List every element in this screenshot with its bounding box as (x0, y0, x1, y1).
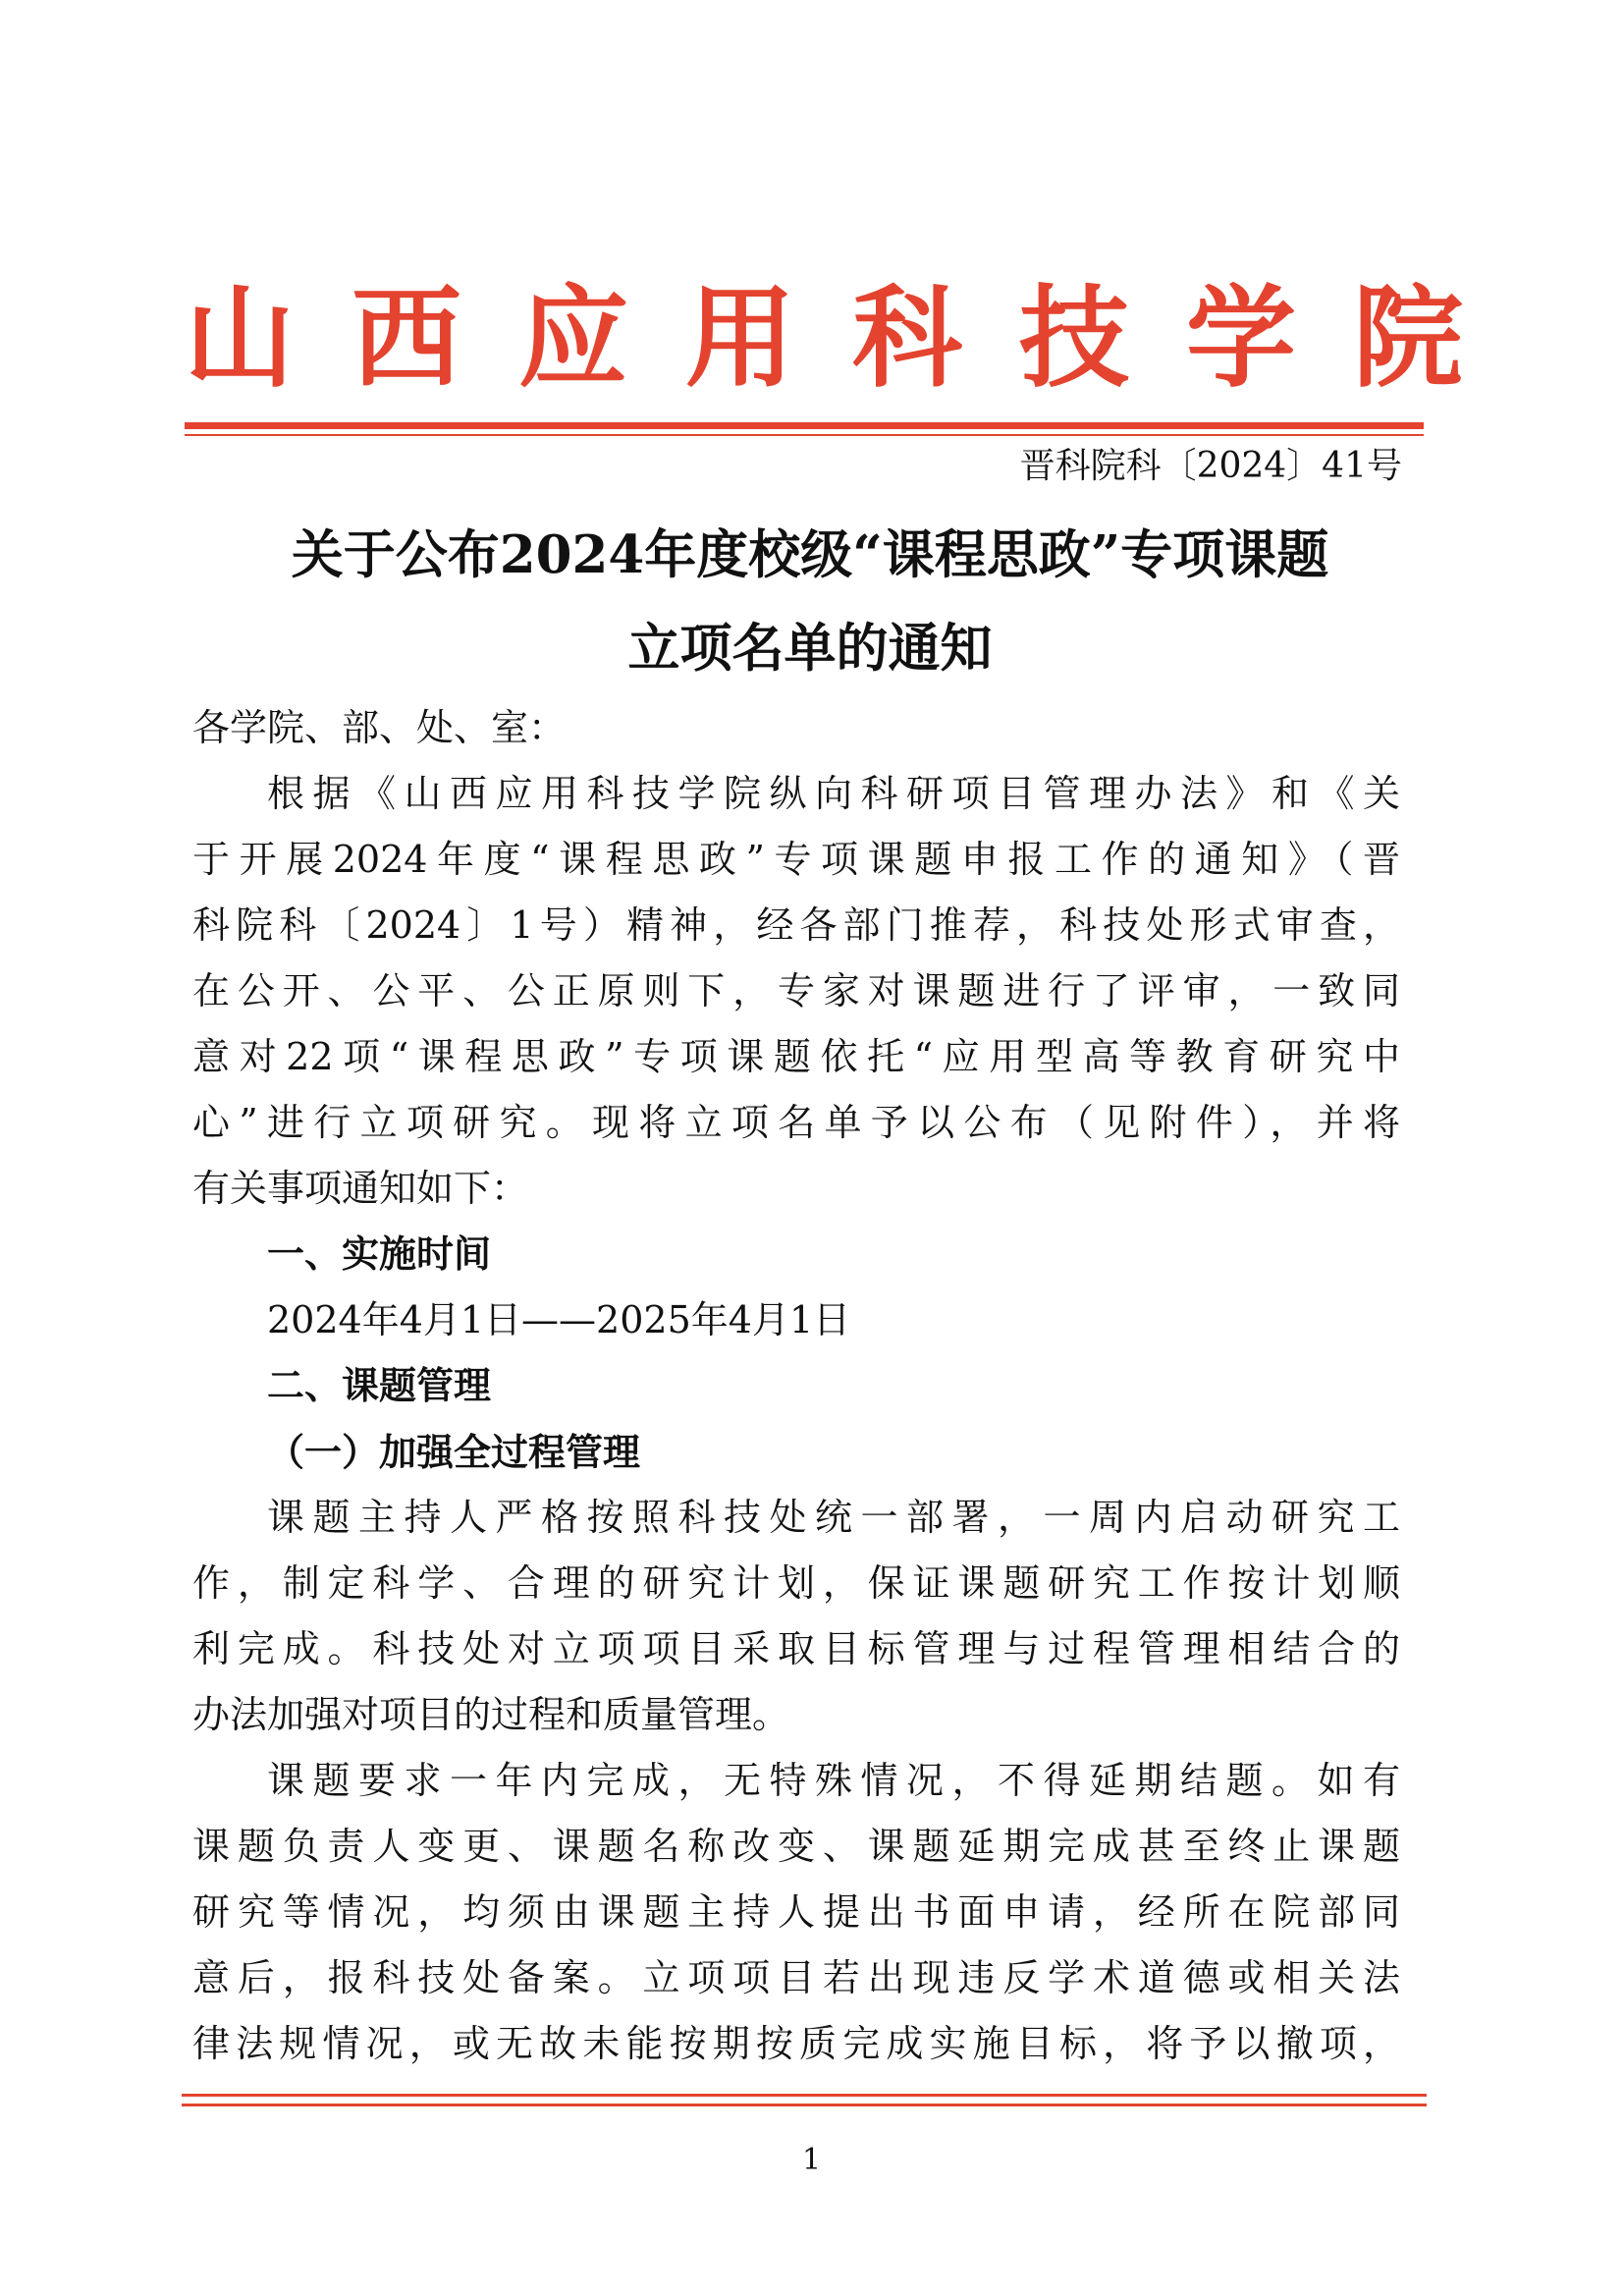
footer-red-rule-lower (182, 2104, 1427, 2106)
institution-masthead: 山西应用科技学院 (185, 274, 1520, 403)
intro-line: 于开展2024年度“课程思政”专项课题申报工作的通知》（晋 (192, 838, 1400, 881)
paragraph-line: 研究等情况，均须由课题主持人提出书面申请，经所在院部同 (192, 1890, 1400, 1934)
section-2-heading: 二、课题管理 (267, 1364, 492, 1407)
paragraph-line: 课题主持人严格按照科技处统一部署，一周内启动研究工 (267, 1496, 1400, 1539)
title-line-1: 关于公布2024年度校级“课程思政”专项课题 (291, 524, 1329, 585)
page-number: 1 (801, 2143, 822, 2177)
intro-line: 根据《山西应用科技学院纵向科研项目管理办法》和《关 (267, 772, 1400, 815)
document-number: 晋科院科〔2024〕41号 (1019, 446, 1402, 486)
intro-line: 科院科〔2024〕1号）精神，经各部门推荐，科技处形式审查， (192, 903, 1400, 947)
paragraph-line: 课题要求一年内完成，无特殊情况，不得延期结题。如有 (267, 1759, 1400, 1802)
paragraph-line: 意后，报科技处备案。立项项目若出现违反学术道德或相关法 (192, 1956, 1400, 1999)
header-red-rule-thick (185, 422, 1424, 429)
subsection-1-heading: （一）加强全过程管理 (267, 1430, 641, 1474)
paragraph-line: 利完成。科技处对立项项目采取目标管理与过程管理相结合的 (192, 1627, 1400, 1670)
paragraph-line: 律法规情况，或无故未能按期按质完成实施目标，将予以撤项， (192, 2022, 1400, 2065)
header-red-rule-thin (185, 434, 1424, 436)
intro-line: 在公开、公平、公正原则下，专家对课题进行了评审，一致同 (192, 969, 1400, 1012)
section-1-heading: 一、实施时间 (267, 1232, 492, 1276)
paragraph-line: 课题负责人变更、课题名称改变、课题延期完成甚至终止课题 (192, 1825, 1400, 1868)
salutation: 各学院、部、处、室： (192, 706, 567, 749)
intro-line: 意对22项“课程思政”专项课题依托“应用型高等教育研究中 (192, 1035, 1400, 1078)
paragraph-line: 办法加强对项目的过程和质量管理。 (192, 1693, 790, 1736)
document-body (192, 695, 1400, 2077)
footer-red-rule-upper (182, 2094, 1427, 2097)
section-1-text: 2024年4月1日——2025年4月1日 (267, 1298, 851, 1341)
intro-line: 心”进行立项研究。现将立项名单予以公布（见附件），并将 (192, 1101, 1400, 1144)
intro-line: 有关事项通知如下： (192, 1167, 529, 1210)
title-line-2: 立项名单的通知 (627, 618, 993, 679)
paragraph-line: 作，制定科学、合理的研究计划，保证课题研究工作按计划顺 (192, 1561, 1400, 1605)
